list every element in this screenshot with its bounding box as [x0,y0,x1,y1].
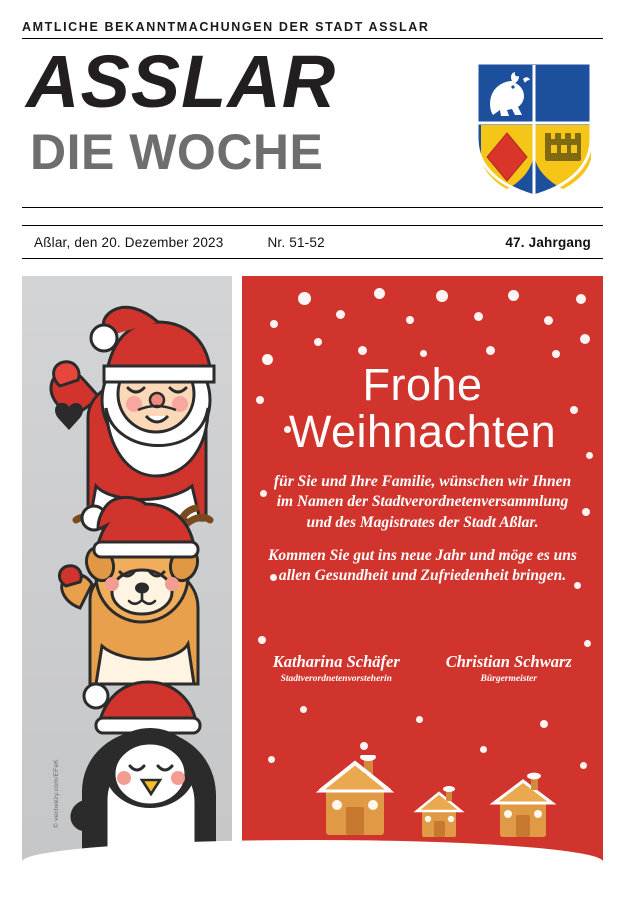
cover-illustration [22,276,603,874]
page-subtitle: DIE WOCHE [30,124,324,180]
signer-name: Katharina Schäfer [272,652,400,671]
signer-name: Christian Schwarz [445,652,572,671]
signer-2 [423,652,596,684]
issue-number: Nr. 51-52 [267,234,325,250]
kicker-bar [22,20,603,39]
greeting-headline-line1: Frohe [362,359,483,410]
signer-role: Bürgermeister [480,674,537,684]
masthead [22,20,603,208]
gingerbread-house-icon [306,755,402,846]
signer-1 [250,652,423,684]
gingerbread-house-medium-icon [484,771,562,846]
greeting-text-block [250,359,595,587]
gingerbread-house-small-icon [408,785,470,846]
coat-of-arms-icon [473,59,595,199]
title-block [22,39,603,208]
signer-role: Stadtverordnetenvorsteherin [280,674,392,684]
signature-block [250,652,595,684]
reindeer-icon [36,488,240,698]
cover-character-panel [22,276,240,874]
greeting-paragraph-1: für Sie und Ihre Familie, wünschen wir Ihnen im Namen der Stadtverordnetenversammlung und des Magistrates der Stadt Aßlar. [273,472,572,531]
issue-info-bar [22,225,603,259]
image-credit: © vectwezy.com/EFeK [53,759,60,828]
issue-volume: 47. Jahrgang [505,234,591,250]
panel-divider [232,276,242,874]
issue-date: Aßlar, den 20. Dezember 2023 [34,234,224,250]
kicker-text: AMTLICHE BEKANNTMACHUNGEN DER STADT ASSLAR [22,20,430,34]
greeting-headline-line2: Weihnachten [288,405,557,457]
page-title: ASSLAR [26,40,337,123]
greeting-paragraph-2: Kommen Sie gut ins neue Jahr und möge es uns allen Gesundheit und Zufriedenheit bringen. [268,546,577,585]
